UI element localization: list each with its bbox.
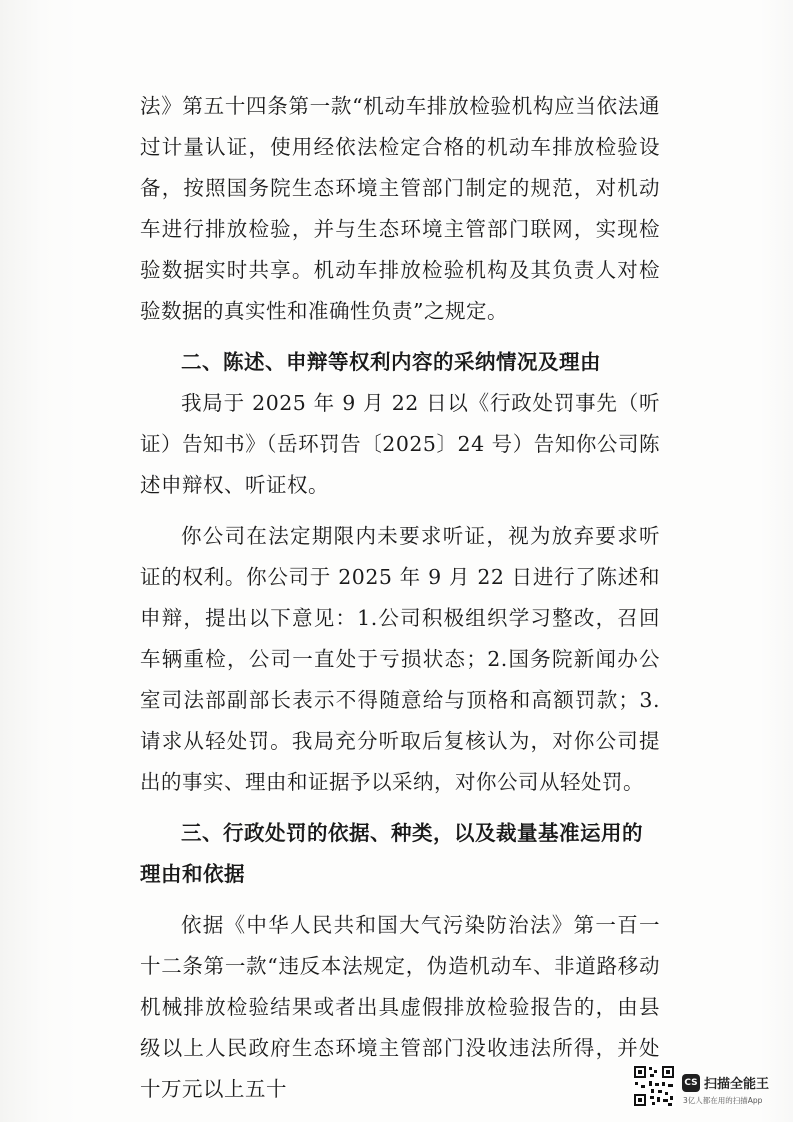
document-body xyxy=(140,86,660,1110)
paragraph-legal-provision: 法》第五十四条第一款“机动车排放检验机构应当依法通过计量认证，使用经依法检定合格的机动车排放检验设备，按照国务院生态环境主管部门制定的规范，对机动车进行排放检验，并与生态环境主管部门联网，实现检验数据实时共享。机动车排放检验机构及其负责人对检验数据的真实性和准确性负责”之规定。 xyxy=(140,94,660,323)
paragraph-notice: 我局于 2025 年 9 月 22 日以《行政处罚事先（听证）告知书》（岳环罚告〔2025〕24 号）告知你公司陈述申辩权、听证权。 xyxy=(140,391,660,497)
qr-code-icon xyxy=(632,1064,676,1108)
section-heading-penalty-basis: 三、行政处罚的依据、种类，以及裁量基准运用的理由和依据 xyxy=(140,821,643,886)
camscanner-app-name: 扫描全能王 xyxy=(704,1077,770,1092)
paragraph-penalty-law: 依据《中华人民共和国大气污染防治法》第一百一十二条第一款“违反本法规定，伪造机动车、非道路移动机械排放检验结果或者出具虚假排放检验报告的，由县级以上人民政府生态环境主管部门没收违法所得，并处十万元以上五十 xyxy=(140,913,660,1101)
paragraph-defense-opinions: 你公司在法定期限内未要求听证，视为放弃要求听证的权利。你公司于 2025 年 9 月 22 日进行了陈述和申辩，提出以下意见：1.公司积极组织学习整改，召回车辆重检，公司一直处于亏损状态；2.国务院新闻办公室司法部副部长表示不得随意给与顶格和高额罚款；3.请求从轻处罚。我局充分听取后复核认为，对你公司提出的事实、理由和证据予以采纳，对你公司从轻处罚。 xyxy=(140,524,660,794)
section-heading-statement-rights: 二、陈述、申辩等权利内容的采纳情况及理由 xyxy=(181,350,601,374)
camscanner-slogan: 3亿人都在用的扫描App xyxy=(683,1096,763,1105)
camscanner-logo-icon: CS xyxy=(682,1074,700,1092)
camscanner-watermark xyxy=(632,1062,782,1114)
